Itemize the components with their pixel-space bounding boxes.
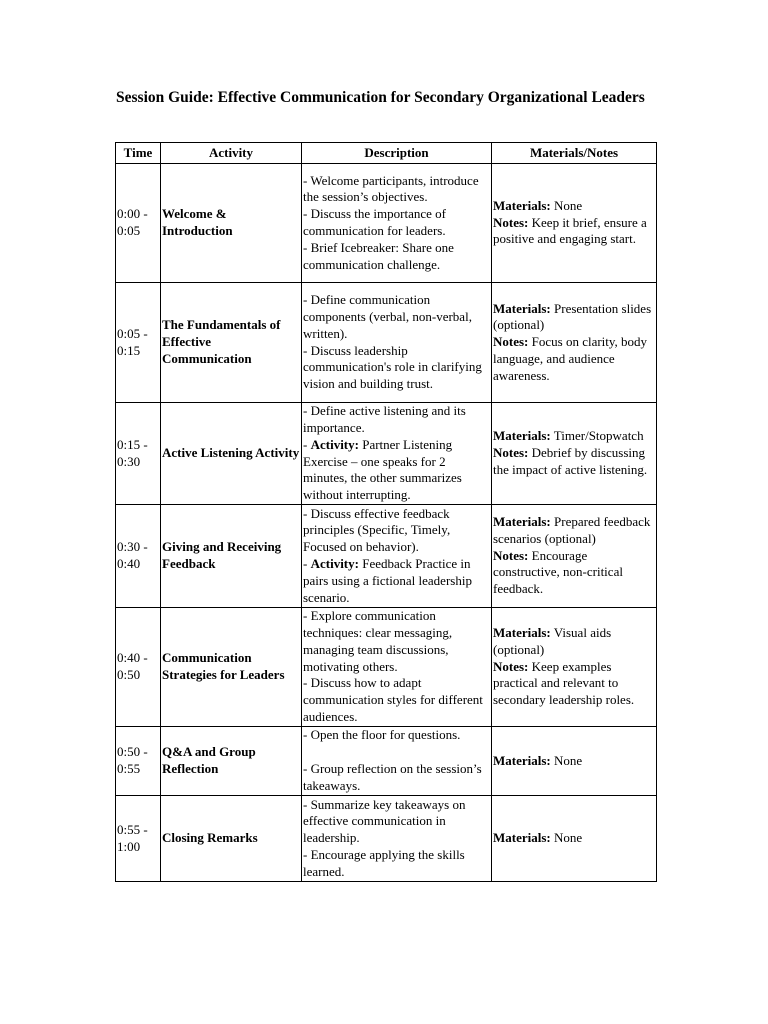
materials-line xyxy=(493,428,655,445)
description-cell xyxy=(302,403,492,505)
materials-line xyxy=(493,514,655,548)
activity-cell: Giving and Receiving Feedback xyxy=(161,505,302,608)
notes-value: Keep examples practical and relevant to secondary leadership roles. xyxy=(493,658,635,708)
description-cell xyxy=(302,164,492,283)
materials-value: None xyxy=(554,197,583,213)
activity-cell: Welcome & Introduction xyxy=(161,164,302,283)
notes-label: Notes: xyxy=(493,445,529,461)
materials-value: Presentation slides (optional) xyxy=(493,300,652,333)
table-row xyxy=(116,608,657,727)
time-cell: 0:55 - 1:00 xyxy=(116,796,161,882)
header-activity: Activity xyxy=(161,143,302,164)
table-row xyxy=(116,164,657,283)
header-time: Time xyxy=(116,143,161,164)
time-cell: 0:05 - 0:15 xyxy=(116,283,161,403)
description-line: - Welcome participants, introduce the session’s objectives. xyxy=(303,172,479,205)
notes-line xyxy=(493,215,655,249)
table-row xyxy=(116,727,657,796)
materials-line xyxy=(493,625,655,659)
materials-cell xyxy=(492,403,657,505)
description-line: - Discuss the importance of communication for leaders. xyxy=(303,206,446,238)
notes-label: Notes: xyxy=(493,334,529,350)
description-line: - Open the floor for questions. xyxy=(303,727,461,743)
materials-line xyxy=(493,198,655,215)
activity-cell: Q&A and Group Reflection xyxy=(161,727,302,796)
activity-cell: Active Listening Activity xyxy=(161,403,302,505)
bullet-prefix: - xyxy=(303,436,311,452)
notes-line xyxy=(493,334,655,384)
description-line xyxy=(303,556,490,606)
materials-label: Materials: xyxy=(493,197,551,213)
header-description: Description xyxy=(302,143,492,164)
description-line: - Summarize key takeaways on effective communication in leadership. xyxy=(303,796,466,846)
description-text: Feedback Practice in pairs using a fictional leadership scenario. xyxy=(303,556,472,605)
description-cell xyxy=(302,505,492,608)
time-cell: 0:40 - 0:50 xyxy=(116,608,161,727)
table-row xyxy=(116,283,657,403)
materials-cell xyxy=(492,505,657,608)
materials-line xyxy=(493,830,655,847)
notes-label: Notes: xyxy=(493,658,529,674)
notes-line xyxy=(493,659,655,709)
materials-line xyxy=(493,753,655,770)
notes-label: Notes: xyxy=(493,214,529,230)
description-cell xyxy=(302,727,492,796)
materials-cell xyxy=(492,608,657,727)
materials-label: Materials: xyxy=(493,300,551,316)
description-cell xyxy=(302,283,492,403)
notes-value: Debrief by discussing the impact of active listening. xyxy=(493,445,648,477)
materials-label: Materials: xyxy=(493,625,551,640)
materials-label: Materials: xyxy=(493,830,551,846)
description-line: - Group reflection on the session’s takeaways. xyxy=(303,761,482,793)
materials-value: None xyxy=(554,830,583,846)
materials-value: Visual aids (optional) xyxy=(493,625,612,657)
description-line: - Discuss effective feedback principles (Specific, Timely, Focused on behavior). xyxy=(303,505,451,555)
description-line: - Discuss leadership communication's role in clarifying vision and building trust. xyxy=(303,342,482,392)
materials-value: Prepared feedback scenarios (optional) xyxy=(493,514,651,546)
time-cell: 0:50 - 0:55 xyxy=(116,727,161,796)
materials-cell xyxy=(492,796,657,882)
description-line: - Encourage applying the skills learned. xyxy=(303,846,465,879)
description-line: - Define active listening and its importance. xyxy=(303,403,466,435)
description-cell xyxy=(302,608,492,727)
page-title: Session Guide: Effective Communication for Secondary Organizational Leaders xyxy=(116,89,645,106)
time-cell: 0:00 - 0:05 xyxy=(116,164,161,283)
materials-label: Materials: xyxy=(493,428,551,444)
materials-value: None xyxy=(554,752,583,768)
session-table xyxy=(115,142,657,882)
notes-value: Focus on clarity, body language, and audience awareness. xyxy=(493,334,648,383)
activity-cell: The Fundamentals of Effective Communication xyxy=(161,283,302,403)
materials-cell xyxy=(492,727,657,796)
notes-line xyxy=(493,548,655,598)
activity-label: Activity: xyxy=(310,436,359,452)
time-cell: 0:15 - 0:30 xyxy=(116,403,161,505)
description-text: Partner Listening Exercise – one speaks for 2 minutes, the other summarizes without interrupting. xyxy=(303,436,462,503)
notes-line xyxy=(493,445,655,479)
time-cell: 0:30 - 0:40 xyxy=(116,505,161,608)
activity-cell: Closing Remarks xyxy=(161,796,302,882)
header-materials: Materials/Notes xyxy=(492,143,657,164)
materials-label: Materials: xyxy=(493,752,551,768)
bullet-prefix: - xyxy=(303,556,311,571)
materials-label: Materials: xyxy=(493,514,551,529)
table-row xyxy=(116,403,657,505)
materials-cell xyxy=(492,283,657,403)
blank-line xyxy=(303,744,490,761)
notes-value: Encourage constructive, non-critical feedback. xyxy=(493,547,623,597)
description-line: - Brief Icebreaker: Share one communication challenge. xyxy=(303,239,454,272)
table-header-row xyxy=(116,143,657,164)
description-line: - Define communication components (verbal, non-verbal, written). xyxy=(303,292,472,341)
table-row xyxy=(116,505,657,608)
description-cell xyxy=(302,796,492,882)
materials-cell xyxy=(492,164,657,283)
activity-label: Activity: xyxy=(310,556,359,571)
table-row xyxy=(116,796,657,882)
description-line: - Explore communication techniques: clear messaging, managing team discussions, motivating others. xyxy=(303,608,453,674)
description-line xyxy=(303,437,490,504)
notes-value: Keep it brief, ensure a positive and engaging start. xyxy=(493,214,647,247)
materials-line xyxy=(493,301,655,335)
description-line: - Discuss how to adapt communication styles for different audiences. xyxy=(303,675,483,724)
notes-label: Notes: xyxy=(493,547,529,563)
materials-value: Timer/Stopwatch xyxy=(553,428,644,444)
activity-cell: Communication Strategies for Leaders xyxy=(161,608,302,727)
